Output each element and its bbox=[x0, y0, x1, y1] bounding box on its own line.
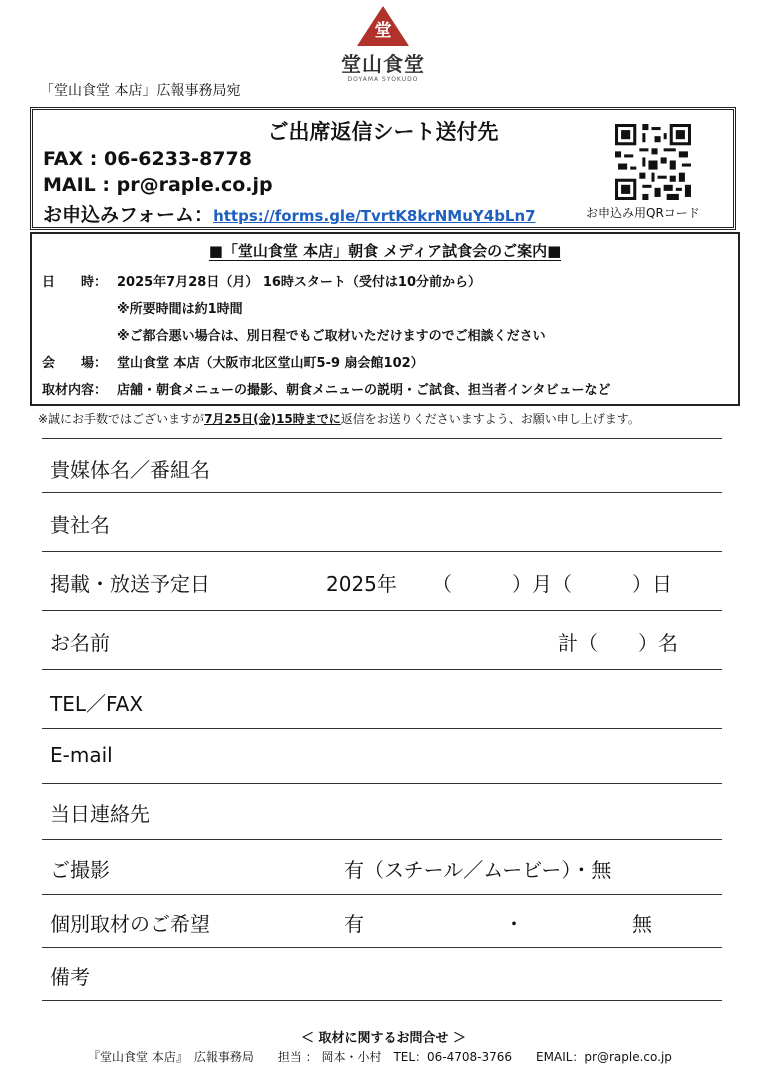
deadline-notice bbox=[38, 410, 640, 427]
publish-month-day[interactable]: （ ）月（ ）日 bbox=[432, 572, 672, 596]
form-row-email[interactable] bbox=[42, 729, 722, 784]
form-row-company[interactable] bbox=[42, 493, 722, 552]
publish-label: 掲載・放送予定日 bbox=[50, 572, 210, 596]
info-row-content bbox=[42, 379, 610, 398]
notice-post: 返信をお送りくださいますよう、お願い申し上げます。 bbox=[340, 412, 640, 426]
form-row-name[interactable] bbox=[42, 611, 722, 670]
event-title bbox=[32, 240, 738, 261]
form-row-interview[interactable] bbox=[42, 895, 722, 948]
fax-number: FAX : 06-6233-8778 bbox=[43, 148, 252, 170]
logo-name: 堂山食堂 bbox=[341, 52, 425, 76]
send-title: ご出席返信シート送付先 bbox=[267, 120, 499, 144]
form-row-publish-date[interactable] bbox=[42, 552, 722, 611]
interview-label: 個別取材のご希望 bbox=[50, 912, 210, 936]
notice-deadline: 7月25日(金)15時までに bbox=[204, 412, 341, 426]
shooting-options[interactable]: 有（スチール／ムービー）・無 bbox=[344, 858, 612, 882]
logo-mark: 堂 bbox=[374, 21, 392, 41]
interview-separator: ・ bbox=[504, 912, 524, 936]
media-label: 貴媒体名／番組名 bbox=[50, 458, 210, 482]
interview-no[interactable]: 無 bbox=[632, 912, 652, 936]
event-info-box bbox=[30, 232, 740, 406]
email-label: E-mail bbox=[50, 743, 113, 767]
logo bbox=[335, 6, 431, 86]
name-label: お名前 bbox=[50, 631, 110, 655]
venue-label: 会 場： bbox=[42, 356, 108, 371]
qr-code-icon[interactable] bbox=[615, 124, 691, 200]
form-row-contact[interactable] bbox=[42, 784, 722, 840]
form-row-remarks[interactable] bbox=[42, 948, 722, 1001]
form-row-shooting[interactable] bbox=[42, 840, 722, 895]
contact-label: 当日連絡先 bbox=[50, 802, 150, 826]
form-row-telfax[interactable] bbox=[42, 670, 722, 729]
mail-address: MAIL : pr@raple.co.jp bbox=[43, 174, 273, 196]
info-row-venue bbox=[42, 352, 424, 371]
date-value: 2025年7月28日（月） 16時スタート（受付は10分前から） bbox=[117, 275, 482, 290]
remarks-label: 備考 bbox=[50, 965, 90, 989]
footer-title: ＜ 取材に関するお問合せ ＞ bbox=[300, 1031, 467, 1046]
addressee: 「堂山食堂 本店」広報事務局宛 bbox=[40, 83, 241, 99]
event-title-text: ■「堂山食堂 本店」朝食 メディア試食会のご案内■ bbox=[208, 242, 562, 260]
note-duration: ※所要時間は約1時間 bbox=[117, 302, 243, 317]
interview-yes[interactable]: 有 bbox=[344, 912, 364, 936]
logo-subtitle: DOYAMA SYOKUDO bbox=[347, 76, 419, 83]
qr-caption: お申込み用QRコード bbox=[586, 206, 700, 220]
shooting-label: ご撮影 bbox=[50, 858, 110, 882]
footer-contact: 『堂山食堂 本店』 広報事務局 担当 ： 岡本・小村 TEL：06-4708-3766 EMAIL：pr@raple.co.jp bbox=[88, 1050, 672, 1064]
info-row-date bbox=[42, 271, 481, 290]
content-label: 取材内容： bbox=[42, 383, 108, 398]
venue-value: 堂山食堂 本店（大阪市北区堂山町5-9 扇会館102） bbox=[117, 356, 424, 371]
notice-pre: ※誠にお手数ではございますが bbox=[38, 412, 205, 426]
send-to-box bbox=[30, 107, 736, 230]
form-row-media[interactable] bbox=[42, 438, 722, 493]
telfax-label: TEL／FAX bbox=[50, 692, 144, 716]
form-link[interactable]: https://forms.gle/TvrtK8krNMuY4bLn7 bbox=[213, 207, 536, 225]
form-label: お申込みフォーム： bbox=[43, 204, 214, 226]
date-label: 日 時： bbox=[42, 275, 108, 290]
publish-year: 2025年 bbox=[326, 572, 397, 596]
form-line bbox=[43, 200, 536, 227]
attendee-count[interactable]: 計（ ）名 bbox=[558, 631, 678, 655]
note-alternative: ※ご都合悪い場合は、別日程でもご取材いただけますのでご相談ください bbox=[117, 329, 546, 344]
content-value: 店舗・朝食メニューの撮影、朝食メニューの説明・ご試食、担当者インタビューなど bbox=[117, 383, 611, 398]
company-label: 貴社名 bbox=[50, 513, 110, 537]
